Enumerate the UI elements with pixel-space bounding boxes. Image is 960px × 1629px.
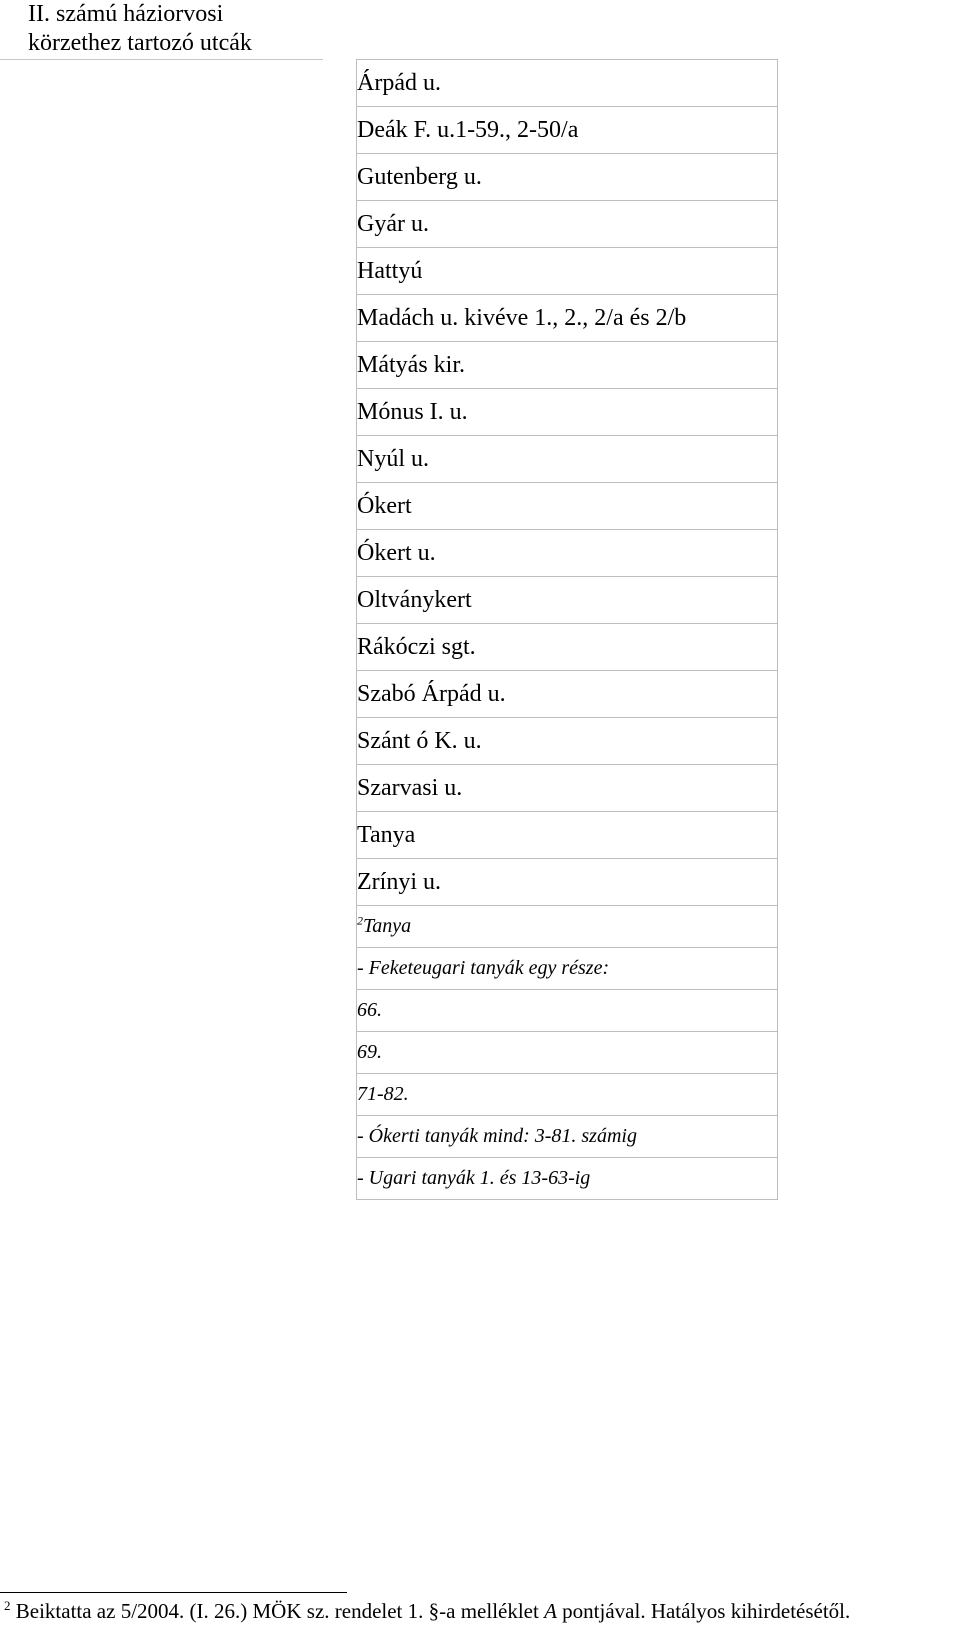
tanya-heading [357,906,777,947]
table-row [357,577,778,624]
street-name: Tanya [357,822,416,848]
street-name: Árpád u. [357,70,441,96]
table-row [357,948,778,990]
table-row [357,436,778,483]
page-heading [28,0,252,58]
table-row [357,1032,778,1074]
tanya-item: 69. [357,1041,382,1063]
footnote-italic-letter: A [544,1599,557,1623]
table-row [357,906,778,948]
table-row [357,483,778,530]
table-row [357,1158,778,1200]
street-name: Ókert [357,493,412,519]
street-name: Mátyás kir. [357,352,465,378]
heading-line-1: II. számú háziorvosi [28,1,224,27]
footnote-number: 2 [4,1598,11,1613]
street-name: Rákóczi sgt. [357,634,476,660]
table-row [357,624,778,671]
table-row [357,671,778,718]
street-name: Gyár u. [357,211,429,237]
footnote-text-middle: -a melléklet [439,1599,545,1623]
street-name: Deák F. u.1-59., 2-50/a [357,117,579,143]
footnote-text-after: pontjával. Hatályos kihirdetésétől. [556,1599,851,1623]
table-row [357,342,778,389]
table-row [357,990,778,1032]
table-row [357,107,778,154]
table-row [357,765,778,812]
heading-divider [0,59,323,60]
tanya-item: - Ugari tanyák 1. és 13-63-ig [357,1167,591,1189]
tanya-item: 66. [357,999,382,1021]
footnote-ref: 2 [357,913,363,928]
street-name: Gutenberg u. [357,164,482,190]
street-name: Ókert u. [357,540,436,566]
tanya-label: Tanya [363,915,412,937]
table-row [357,1074,778,1116]
street-name: Hattyú [357,258,423,284]
tanya-item: - Ókerti tanyák mind: 3-81. számig [357,1125,637,1147]
street-name: Mónus I. u. [357,399,468,425]
street-name: Nyúl u. [357,446,429,472]
table-row [357,60,778,107]
table-row [357,530,778,577]
table-row [357,201,778,248]
tanya-item: - Feketeugari tanyák egy része: [357,957,610,979]
table-row [357,859,778,906]
table-row [357,295,778,342]
footnote-divider [0,1592,347,1593]
table-row [357,389,778,436]
table-row [357,1116,778,1158]
table-row [357,718,778,765]
street-name: Szabó Árpád u. [357,681,506,707]
street-name: Szánt ó K. u. [357,728,482,754]
table-row [357,154,778,201]
street-name: Oltványkert [357,587,472,613]
street-name: Madách u. kivéve 1., 2., 2/a és 2/b [357,305,687,331]
street-name: Zrínyi u. [357,869,441,895]
tanya-item: 71-82. [357,1083,409,1105]
street-name: Szarvasi u. [357,775,463,801]
streets-table [356,59,778,1200]
heading-line-2: körzethez tartozó utcák [28,30,252,56]
table-row [357,812,778,859]
table-row [357,248,778,295]
footnote [4,1597,850,1625]
footnote-text-before: Beiktatta az 5/2004. (I. 26.) MÖK sz. rendelet 1. [10,1599,429,1623]
section-sign: § [428,1599,440,1623]
